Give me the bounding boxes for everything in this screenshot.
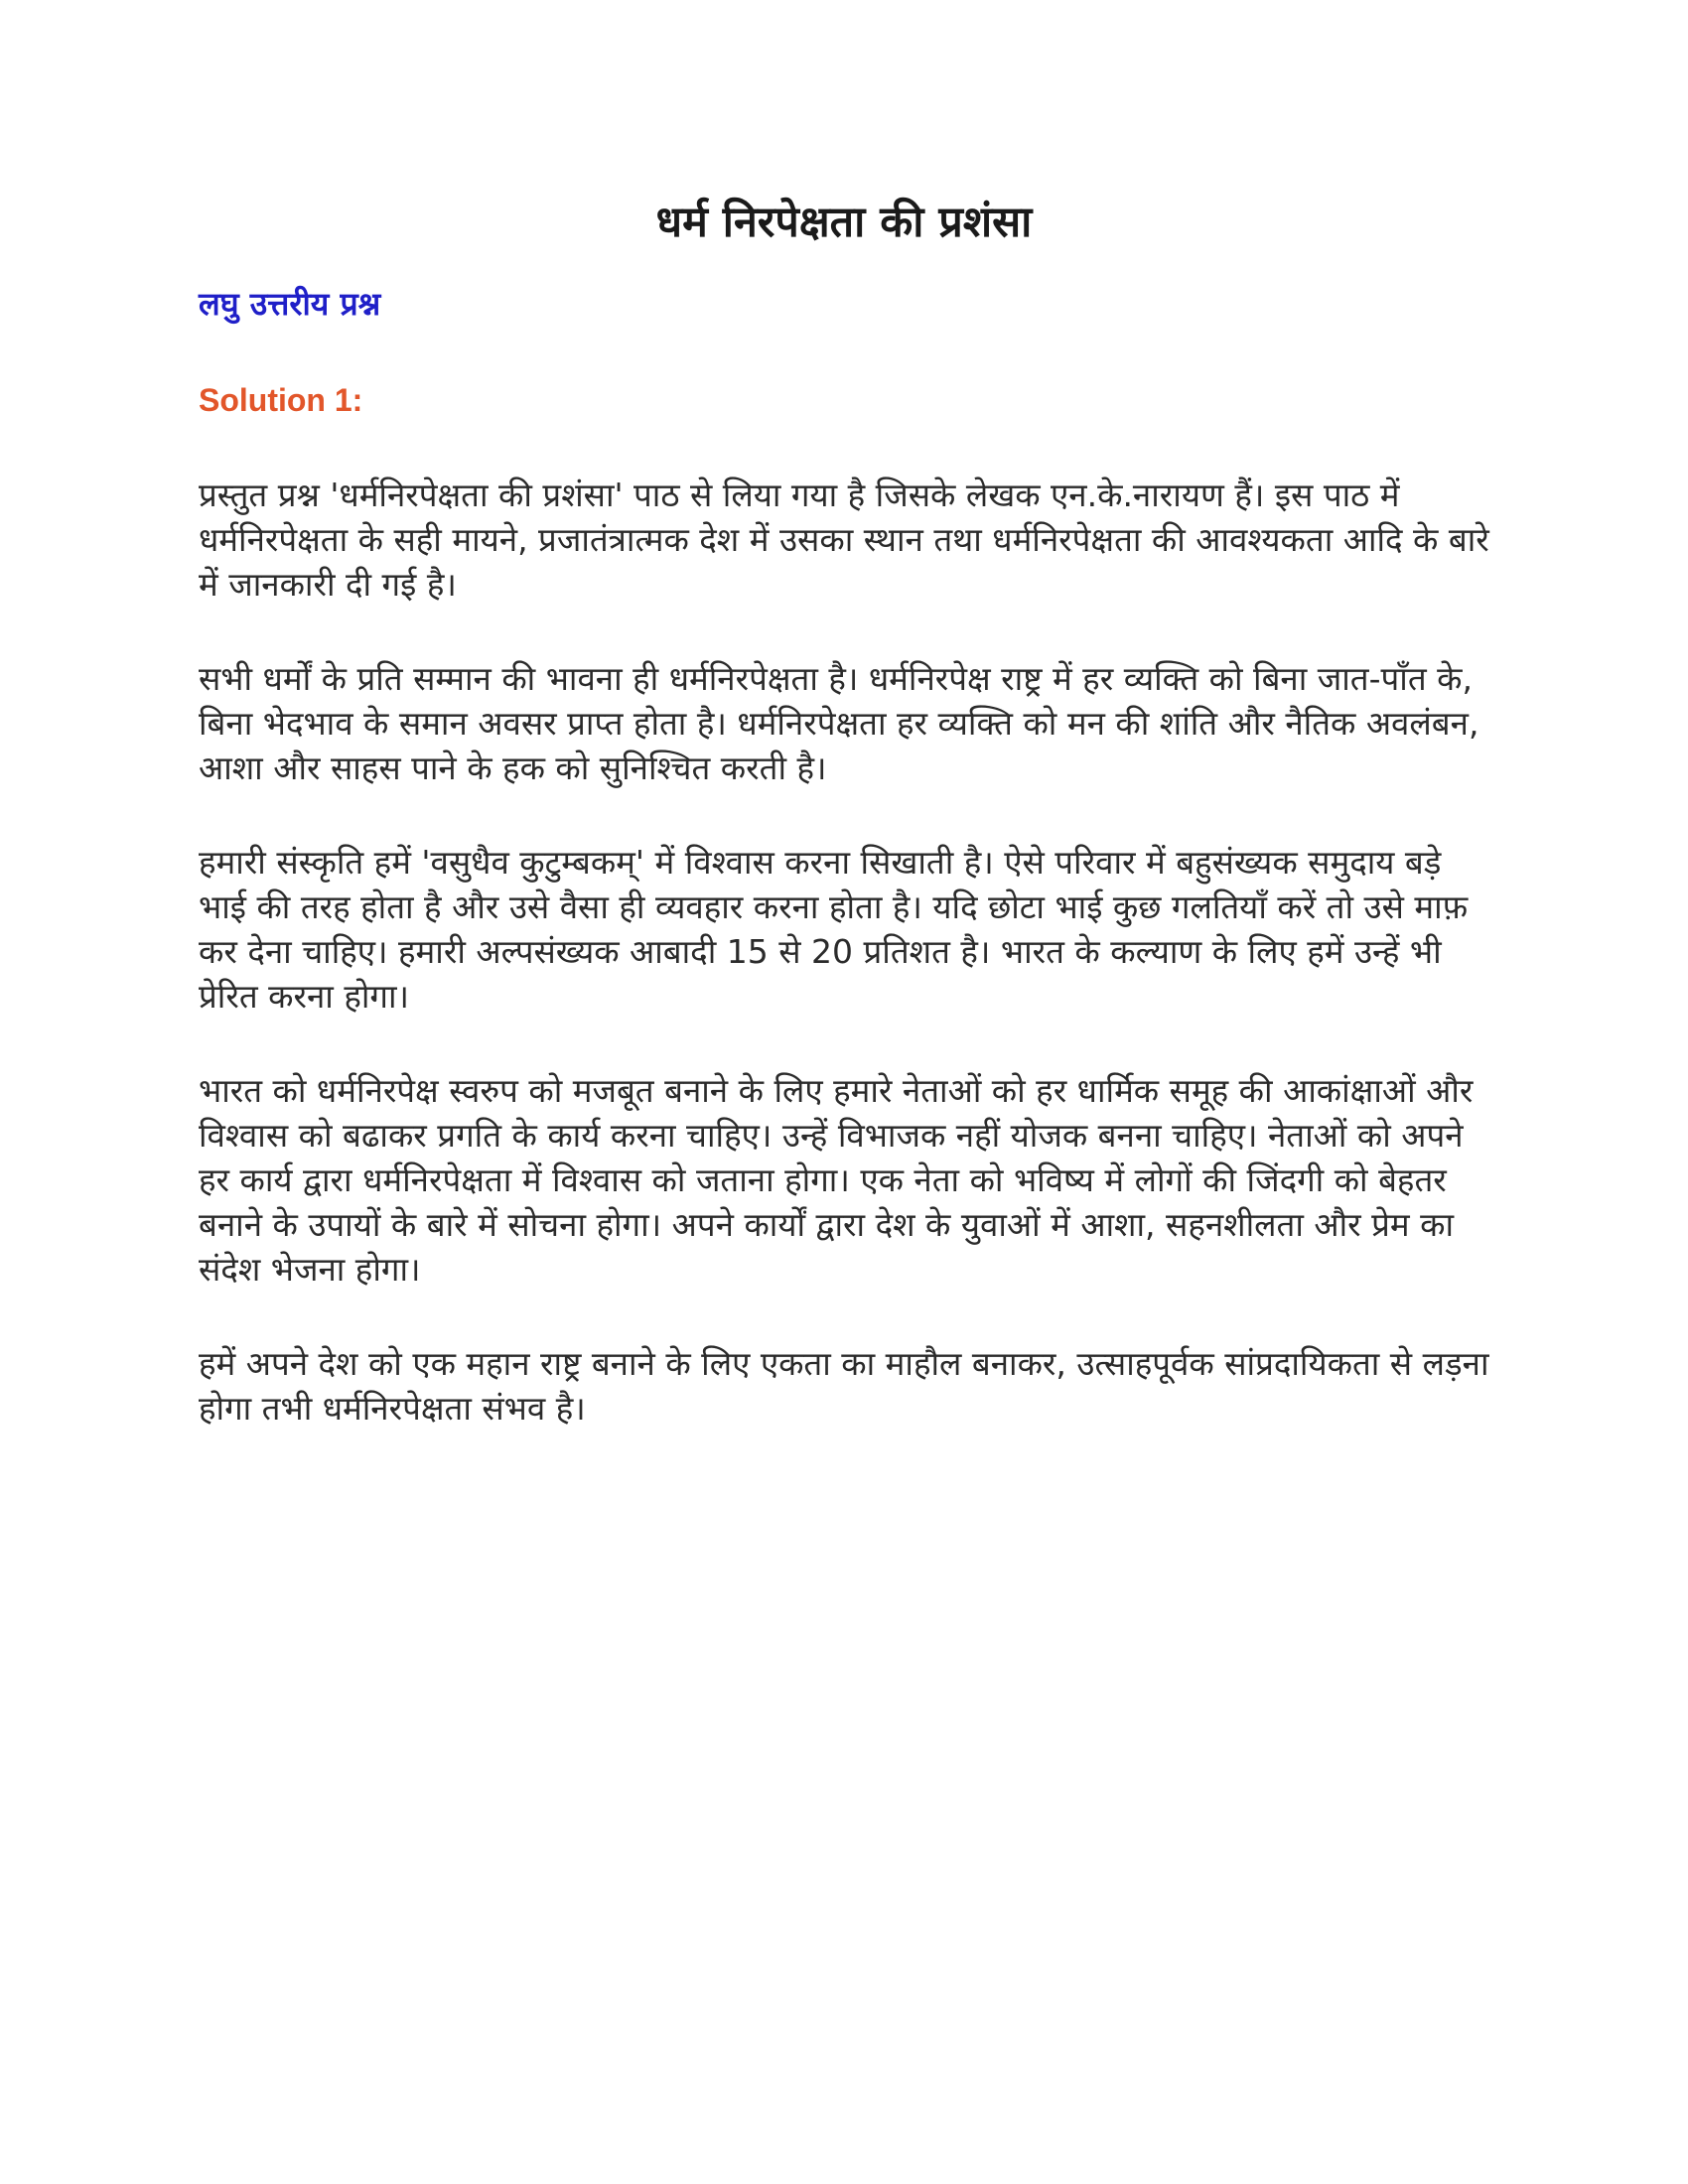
solution-label: Solution 1: xyxy=(199,382,363,418)
paragraph-2: सभी धर्मों के प्रति सम्मान की भावना ही धर्मनिरपेक्षता है। धर्मनिरपेक्ष राष्ट्र में हर व्यक्ति को बिना जात-पाँत के, बिना भेदभाव के समान अवसर प्राप्त होता है। धर्मनिरपेक्षता हर व्यक्ति को मन की शांति और नैतिक अवलंबन, आशा और साहस पाने के हक को सुनिश्चित करती है। xyxy=(199,659,1479,787)
answer-body xyxy=(199,473,1489,1480)
paragraph-3: हमारी संस्कृति हमें 'वसुधैव कुटुम्बकम्' में विश्वास करना सिखाती है। ऐसे परिवार में बहुसंख्यक समुदाय बड़े भाई की तरह होता है और उसे वैसा ही व्यवहार करना होता है। यदि छोटा भाई कुछ गलतियाँ करें तो उसे माफ़ कर देना चाहिए। हमारी अल्पसंख्यक आबादी 15 से 20 प्रतिशत है। भारत के कल्याण के लिए हमें उन्हें भी प्रेरित करना होगा। xyxy=(199,843,1469,1016)
paragraph-1: प्रस्तुत प्रश्न 'धर्मनिरपेक्षता की प्रशंसा' पाठ से लिया गया है जिसके लेखक एन.के.नारायण हैं। इस पाठ में धर्मनिरपेक्षता के सही मायने, प्रजातंत्रात्मक देश में उसका स्थान तथा धर्मनिरपेक्षता की आवश्यकता आदि के बारे में जानकारी दी गई है। xyxy=(199,476,1489,604)
paragraph-5: हमें अपने देश को एक महान राष्ट्र बनाने के लिए एकता का माहौल बनाकर, उत्साहपूर्वक सांप्रदायिकता से लड़ना होगा तभी धर्मनिरपेक्षता संभव है। xyxy=(199,1344,1489,1428)
paragraph-4: भारत को धर्मनिरपेक्ष स्वरुप को मजबूत बनाने के लिए हमारे नेताओं को हर धार्मिक समूह की आकांक्षाओं और विश्वास को बढाकर प्रगति के कार्य करना चाहिए। उन्हें विभाजक नहीं योजक बनना चाहिए। नेताओं को अपने हर कार्य द्वारा धर्मनिरपेक्षता में विश्वास को जताना होगा। एक नेता को भविष्य में लोगों की जिंदगी को बेहतर बनाने के उपायों के बारे में सोचना होगा। अपने कार्यों द्वारा देश के युवाओं में आशा, सहनशीलता और प्रेम का संदेश भेजना होगा। xyxy=(199,1071,1474,1289)
page-title: धर्म निरपेक्षता की प्रशंसा xyxy=(655,198,1033,247)
section-heading: लघु उत्तरीय प्रश्न xyxy=(199,285,381,323)
